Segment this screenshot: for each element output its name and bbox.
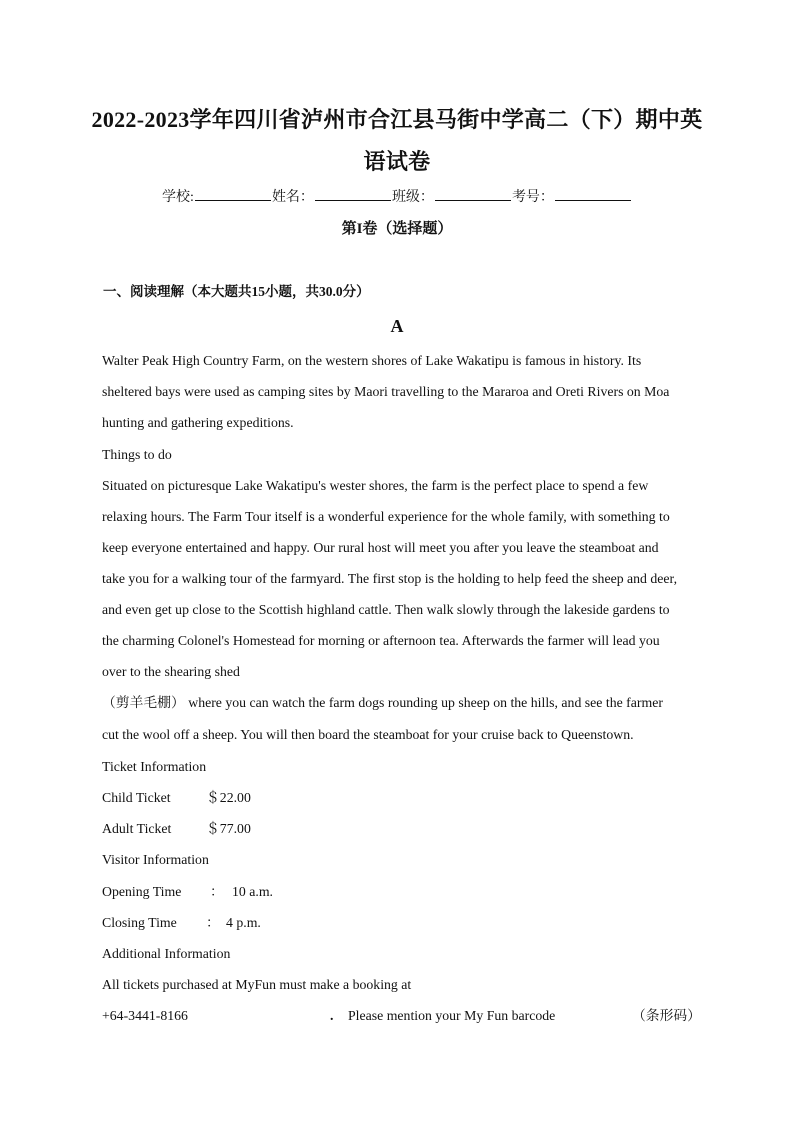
- things-line: relaxing hours. The Farm Tour itself is a wonderful experience for the whole family, with something to: [102, 509, 670, 524]
- ticket-heading: Ticket Information: [102, 759, 207, 774]
- opening-colon: ：: [210, 884, 224, 899]
- opening-label: Opening Time: [102, 884, 182, 899]
- booking-text: All tickets purchased at MyFun must make a booking at: [102, 977, 412, 992]
- intro-line: Walter Peak High Country Farm, on the western shores of Lake Wakatipu is famous in history. Its: [102, 353, 642, 368]
- things-line: cut the wool off a sheep. You will then board the steamboat for your cruise back to Queenstown.: [102, 727, 634, 742]
- section-heading: 一、阅读理解（本大题共15小题，共30.0分）: [103, 284, 370, 299]
- student-info-row: [0, 186, 794, 206]
- opening-time-row: [102, 883, 273, 901]
- child-ticket-row: [102, 789, 251, 807]
- things-line: take you for a walking tour of the farmyard. The first stop is the holding to help feed the sheep and deer,: [102, 571, 678, 586]
- closing-colon: ：: [206, 915, 220, 930]
- period-mark: .: [330, 1008, 334, 1023]
- class-label: 班级：: [391, 190, 434, 205]
- exam-title-line-2: 语试卷: [363, 149, 431, 174]
- intro-line: sheltered bays were used as camping sites by Maori travelling to the Mararoa and Oreti Rivers on Moa: [102, 384, 670, 399]
- class-blank: [435, 186, 511, 201]
- things-line: （剪羊毛棚） where you can watch the farm dogs rounding up sheep on the hills, and see the farmer: [102, 695, 663, 710]
- things-heading: Things to do: [102, 447, 172, 462]
- adult-ticket-row: [102, 820, 251, 838]
- child-ticket-price: ＄22.00: [206, 790, 251, 805]
- additional-heading: Additional Information: [102, 946, 231, 961]
- phone-number: +64-3441-8166: [102, 1008, 188, 1023]
- volume-title: 第I卷（选择题）: [341, 221, 453, 237]
- school-label: 学校:: [162, 190, 194, 205]
- things-line: over to the shearing shed: [102, 664, 240, 679]
- things-line: Situated on picturesque Lake Wakatipu's wester shores, the farm is the perfect place to spend a few: [102, 478, 649, 493]
- number-blank: [555, 186, 631, 201]
- things-line: the charming Colonel's Homestead for morning or afternoon tea. Afterwards the farmer will lead you: [102, 633, 660, 648]
- intro-line: hunting and gathering expeditions.: [102, 415, 294, 430]
- number-label: 考号：: [511, 190, 554, 205]
- school-blank: [195, 186, 271, 201]
- child-ticket-label: Child Ticket: [102, 790, 171, 805]
- things-line: keep everyone entertained and happy. Our rural host will meet you after you leave the steamboat and: [102, 540, 659, 555]
- barcode-note: （条形码）: [632, 1008, 701, 1023]
- closing-value: 4 p.m.: [226, 915, 261, 930]
- closing-label: Closing Time: [102, 915, 177, 930]
- things-line: and even get up close to the Scottish highland cattle. Then walk slowly through the lakeside gardens to: [102, 602, 670, 617]
- exam-title-line-1: 2022-2023学年四川省泸州市合江县马街中学高二（下）期中英: [91, 107, 703, 132]
- visitor-heading: Visitor Information: [102, 852, 209, 867]
- name-label: 姓名：: [271, 190, 314, 205]
- name-blank: [315, 186, 391, 201]
- opening-value: 10 a.m.: [232, 884, 273, 899]
- mention-text: Please mention your My Fun barcode: [348, 1008, 556, 1023]
- closing-time-row: [102, 914, 261, 932]
- adult-ticket-label: Adult Ticket: [102, 821, 172, 836]
- adult-ticket-price: ＄77.00: [206, 821, 251, 836]
- passage-label: A: [390, 316, 404, 336]
